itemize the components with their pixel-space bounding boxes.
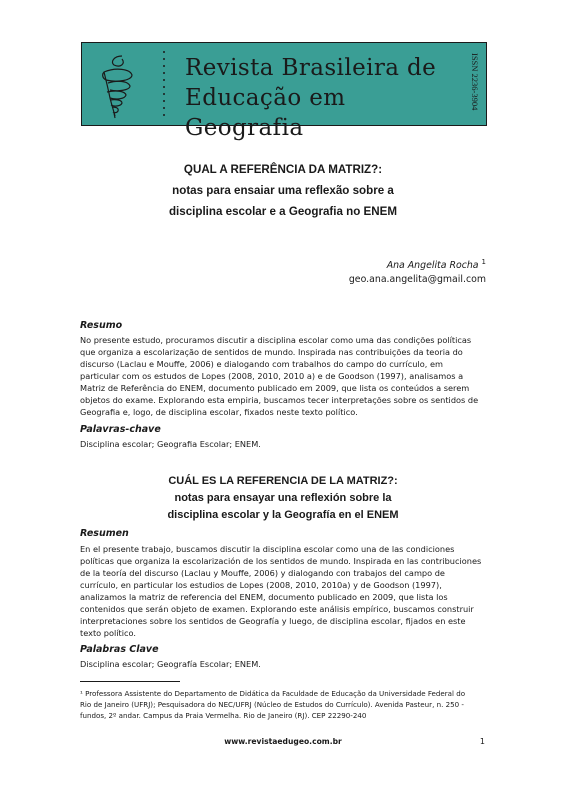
resumo-line: objetos do exame. Explorando esta empiria, buscamos tecer interpretações sobre os sentidos de xyxy=(80,395,479,405)
footnote-divider xyxy=(80,681,180,682)
footnote-line: Rio de Janeiro (UFRJ); Pesquisadora do NEC/UFRJ (Núcleo de Estudos do Currículo). Avenida Pasteur, n. 250 - xyxy=(80,700,464,709)
author-block xyxy=(349,255,486,287)
resumo-line: Geografia e, logo, de disciplina escolar, fixados neste texto político. xyxy=(80,407,358,417)
palavras-chave-text: Disciplina escolar; Geografia Escolar; ENEM. xyxy=(80,439,261,449)
palabras-clave-text: Disciplina escolar; Geografía Escolar; ENEM. xyxy=(80,659,261,669)
footnote xyxy=(80,688,486,721)
resumen-line: texto político. xyxy=(80,628,136,638)
banner-dot-divider xyxy=(162,51,166,119)
footer-url-link[interactable]: www.revistaedugeo.com.br xyxy=(224,737,342,746)
palavras-chave-heading: Palavras-chave xyxy=(80,424,161,435)
resumo-heading: Resumo xyxy=(80,320,123,331)
article-title-spanish xyxy=(80,473,486,524)
issn-label: ISSN 2236-3904 xyxy=(470,53,480,111)
resumo-line: discurso (Laclau e Mouffe, 2006) e dialogando com trabalhos do campo do currículo, em xyxy=(80,359,443,369)
author-footnote-mark: 1 xyxy=(481,258,486,266)
article-title-portuguese xyxy=(80,159,486,222)
resumo-body xyxy=(80,334,486,418)
resumo-line: No presente estudo, procuramos discutir a disciplina escolar como uma das condições políticas xyxy=(80,335,472,345)
resumen-line: currículo, en particular los estudios de Lopes (2008, 2010, 2010a) y de Goodson (1997), xyxy=(80,580,442,590)
title-es-line-3: disciplina escolar y la Geografía en el ENEM xyxy=(167,509,399,521)
resumen-line: políticas que organiza la escolarización de los sentidos de mundo. Inspirada en las contribuciones xyxy=(80,556,482,566)
title-pt-line-3: disciplina escolar e a Geografia no ENEM xyxy=(168,205,398,218)
author-email[interactable]: geo.ana.angelita@gmail.com xyxy=(348,274,486,286)
title-es-line-1: CUÁL ES LA REFERENCIA DE LA MATRIZ?: xyxy=(168,475,398,487)
resumen-line: analizamos la matriz de referencia del ENEM, documento publicado en 2009, que lista los xyxy=(80,592,448,602)
page-number: 1 xyxy=(479,737,485,746)
resumen-heading: Resumen xyxy=(80,528,129,539)
resumen-body xyxy=(80,543,486,639)
resumen-line: contenidos que serán objeto de examen. Explorando este análisis empírico, buscamos construir xyxy=(80,604,474,614)
title-pt-line-1: QUAL A REFERÊNCIA DA MATRIZ?: xyxy=(183,163,383,176)
resumo-line: Matriz de Referência do ENEM, documento publicado em 2009, que lista os conteúdos a serem xyxy=(80,383,470,393)
title-pt-line-2: notas para ensaiar uma reflexão sobre a xyxy=(172,184,394,197)
footnote-line: fundos, 2º andar. Campus da Praia Vermelha. Rio de Janeiro (RJ). CEP 22290-240 xyxy=(80,711,367,720)
journal-title-line-2: Educação em Geografia xyxy=(185,85,346,141)
resumo-line: que organiza a escolarização de sentidos de mundo. Inspirada nas contribuições da teoria do xyxy=(80,347,463,357)
resumen-line: interpretaciones sobre los sentidos de Geografía y luego, de disciplina escolar, fijados en este xyxy=(80,616,466,626)
footnote-line: ¹ Professora Assistente do Departamento de Didática da Faculdade de Educação da Universidade Federal do xyxy=(80,689,466,698)
journal-title-line-1: Revista Brasileira de xyxy=(185,55,437,81)
resumen-line: de la teoría del discurso (Laclau y Mouffe, 2006) y dialogando con trabajos del campo de xyxy=(80,568,445,578)
journal-logo-icon xyxy=(92,50,142,120)
journal-title xyxy=(185,53,455,143)
author-name: Ana Angelita Rocha xyxy=(386,260,479,272)
resumo-line: particular com os estudos de Lopes (2008, 2010, 2010 a) e de Goodson (1997), analisamos a xyxy=(80,371,464,381)
palabras-clave-heading: Palabras Clave xyxy=(80,644,159,655)
title-es-line-2: notas para ensayar una reflexión sobre la xyxy=(174,492,392,504)
journal-banner xyxy=(81,42,487,141)
resumen-line: En el presente trabajo, buscamos discutir la disciplina escolar como una de las condiciones xyxy=(80,544,455,554)
